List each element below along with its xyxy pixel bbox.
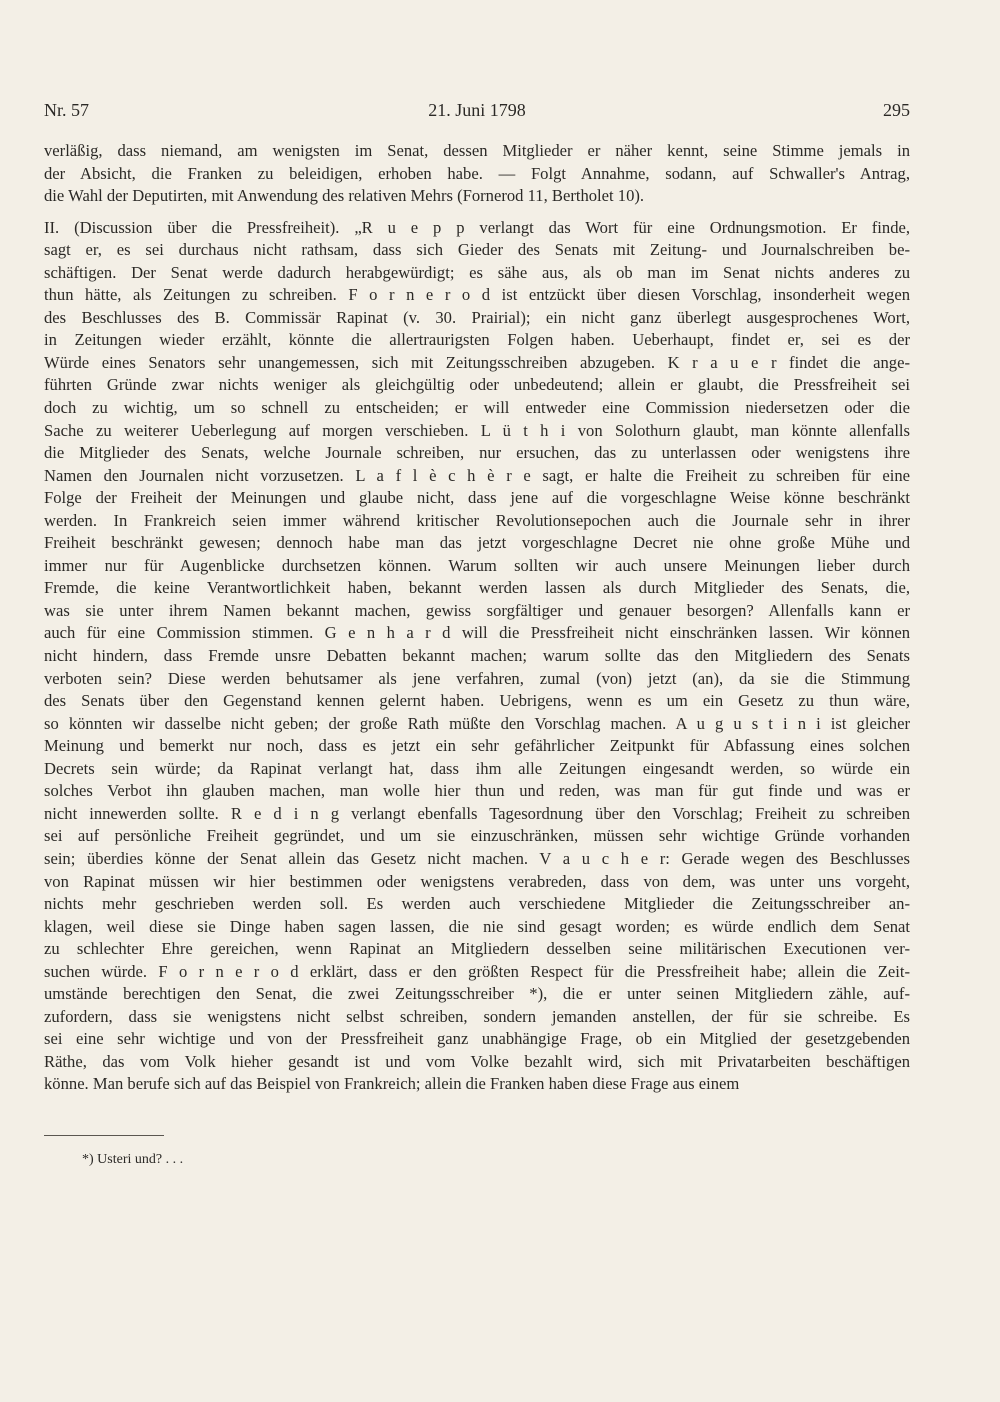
body-text — [44, 140, 910, 1096]
text-line: verboten sein? Diese werden behutsamer als jene verfahren, zumal (von) jetzt (an), da sie die Stimmung — [44, 668, 910, 688]
text-line: so könnten wir dasselbe nicht geben; der große Rath müßte den Vorschlag machen. A u g u s t i n i ist gleicher — [44, 713, 910, 733]
text-line: Würde eines Senators sehr unangemessen, sich mit Zeitungsschreiben abzugeben. K r a u e r findet die ange- — [44, 352, 910, 372]
text-line: Namen den Journalen nicht vorzusetzen. L a f l è c h è r e sagt, er halte die Freiheit zu schreiben für eine — [44, 465, 910, 485]
footnote: *) Usteri und? . . . — [82, 1152, 184, 1167]
text-line: thun hätte, als Zeitungen zu schreiben. F o r n e r o d ist entzückt über diesen Vorschlag, insonderheit wegen — [44, 285, 910, 305]
text-line: nicht innewerden sollte. R e d i n g verlangt ebenfalls Tagesordnung über den Vorschlag; Freiheit zu schreiben — [44, 803, 910, 823]
text-line: Decrets sein würde; da Rapinat verlangt hat, dass ihm alle Zeitungen eingesandt werden, so würde ein — [44, 758, 910, 778]
text-line: von Rapinat müssen wir hier bestimmen oder wenigstens verabreden, dass von dem, was unter uns vorgeht, — [44, 871, 910, 891]
document-number: Nr. 57 — [44, 100, 89, 120]
text-line: zufordern, dass sie wenigstens nicht selbst schreiben, sondern jemanden anstellen, der für sie schreibe. Es — [44, 1006, 910, 1026]
text-line: sei eine sehr wichtige und von der Pressfreiheit ganz unabhängige Frage, ob ein Mitglied der gesetzgebenden — [44, 1029, 910, 1049]
text-line: suchen würde. F o r n e r o d erklärt, dass er den größten Respect für die Pressfreiheit habe; allein die Zeit- — [44, 961, 910, 981]
text-line: des Senats über den Gegenstand kennen gelernt haben. Uebrigens, wenn es um ein Gesetz zu thun wäre, — [44, 691, 910, 711]
text-line: sein; überdies könne der Senat allein das Gesetz nicht machen. V a u c h e r: Gerade wegen des Beschlusses — [44, 848, 910, 868]
text-line: nicht hindern, dass Fremde unsre Debatten bekannt machen; warum sollte das den Mitgliedern des Senats — [44, 646, 910, 666]
text-line: Meinung und bemerkt nur noch, dass es jetzt ein sehr gefährlicher Zeitpunkt für Abfassung eines solchen — [44, 736, 910, 756]
text-line: zu schlechter Ehre gereichen, wenn Rapinat an Mitgliedern desselben seine militärischen Executionen ver- — [44, 939, 910, 959]
text-line: was sie unter ihrem Namen bekannt machen, gewiss sorgfältiger und genauer besorgen? Allenfalls kann er — [44, 600, 910, 620]
text-line: führten Gründe zwar nichts weniger als gleichgültig oder unbedeutend; allein er glaubt, die Pressfreiheit sei — [44, 375, 910, 395]
paragraph-press-freedom — [44, 217, 910, 1096]
text-line: der Absicht, die Franken zu beleidigen, erhoben habe. — Folgt Annahme, sodann, auf Schwaller's Antrag, — [44, 163, 910, 183]
text-line: klagen, weil diese sie Dinge haben sagen lassen, die nie sind gesagt worden; es würde endlich dem Senat — [44, 916, 910, 936]
text-line: nichts mehr geschrieben werden soll. Es werden auch verschiedene Mitglieder die Zeitungsschreiber an- — [44, 894, 910, 914]
header-date: 21. Juni 1798 — [428, 100, 526, 120]
page-header — [44, 100, 910, 126]
footnote-divider — [44, 1135, 164, 1136]
text-line: sagt er, es sei durchaus nicht rathsam, dass sich Gieder des Senats mit Zeitung- und Journalschreiben be- — [44, 240, 910, 260]
text-line: des Beschlusses des B. Commissär Rapinat (v. 30. Prairial); ein nicht ganz überlegt ausgesprochenes Wort, — [44, 307, 910, 327]
text-line: Freiheit beschränkt gewesen; dennoch habe man das jetzt vorgeschlagne Decret nie ohne große Mühe und — [44, 533, 910, 553]
text-line: die Mitglieder des Senats, welche Journale schreiben, nur ersuchen, das zu unterlassen oder wenigstens ihre — [44, 443, 910, 463]
text-line: könne. Man berufe sich auf das Beispiel von Frankreich; allein die Franken haben diese Frage aus einem — [44, 1074, 740, 1094]
paragraph-senate-vote — [44, 140, 910, 208]
text-line: immer nur für Augenblicke durchsetzen können. Warum sollten wir auch unsere Meinungen lieber durch — [44, 555, 910, 575]
text-line: II. (Discussion über die Pressfreiheit). „R u e p p verlangt das Wort für eine Ordnungsmotion. Er finde, — [44, 217, 910, 237]
text-line: werden. In Frankreich seien immer während kritischer Revolutionsepochen auch die Journale sehr in ihrer — [44, 510, 910, 530]
text-line: solches Verbot ihn glauben machen, man wolle hier thun und reden, was man für gut finde und was er — [44, 781, 910, 801]
text-line: Räthe, das vom Volk hieher gesandt ist und vom Volke bezahlt wird, sich mit Privatarbeiten beschäftigen — [44, 1051, 910, 1071]
text-line: in Zeitungen wieder erzählt, könnte die allertraurigsten Folgen haben. Ueberhaupt, findet er, sei es der — [44, 330, 910, 350]
text-line: Sache zu weiterer Ueberlegung auf morgen verschieben. L ü t h i von Solothurn glaubt, man könnte allenfalls — [44, 420, 910, 440]
text-line: verläßig, dass niemand, am wenigsten im Senat, dessen Mitglieder er näher kennt, seine Stimme jemals in — [44, 141, 910, 160]
text-line: Fremde, die keine Verantwortlichkeit haben, bekannt werden lassen als durch Mitglieder des Senats, die, — [44, 578, 910, 598]
text-line: umstände berechtigen den Senat, die zwei Zeitungsschreiber *), die er unter seinen Mitgliedern zähle, auf- — [44, 984, 910, 1004]
text-line: die Wahl der Deputirten, mit Anwendung des relativen Mehrs (Fornerod 11, Bertholet 10). — [44, 186, 645, 206]
page-number: 295 — [883, 100, 910, 120]
text-line: doch zu wichtig, um so schnell zu entscheiden; er will entweder eine Commission niedersetzen oder die — [44, 398, 910, 418]
text-line: auch für eine Commission stimmen. G e n h a r d will die Pressfreiheit nicht einschränken lassen. Wir können — [44, 623, 910, 643]
text-line: schäftigen. Der Senat werde dadurch herabgewürdigt; es sähe aus, als ob man im Senat nichts anderes zu — [44, 262, 910, 282]
text-line: Folge der Freiheit der Meinungen und glaube nicht, dass jene auf die vorgeschlagne Weise könne beschränkt — [44, 488, 910, 508]
text-line: sei auf persönliche Freiheit gegründet, und um sie einzuschränken, müssen sehr wichtige Gründe vorhanden — [44, 826, 910, 846]
